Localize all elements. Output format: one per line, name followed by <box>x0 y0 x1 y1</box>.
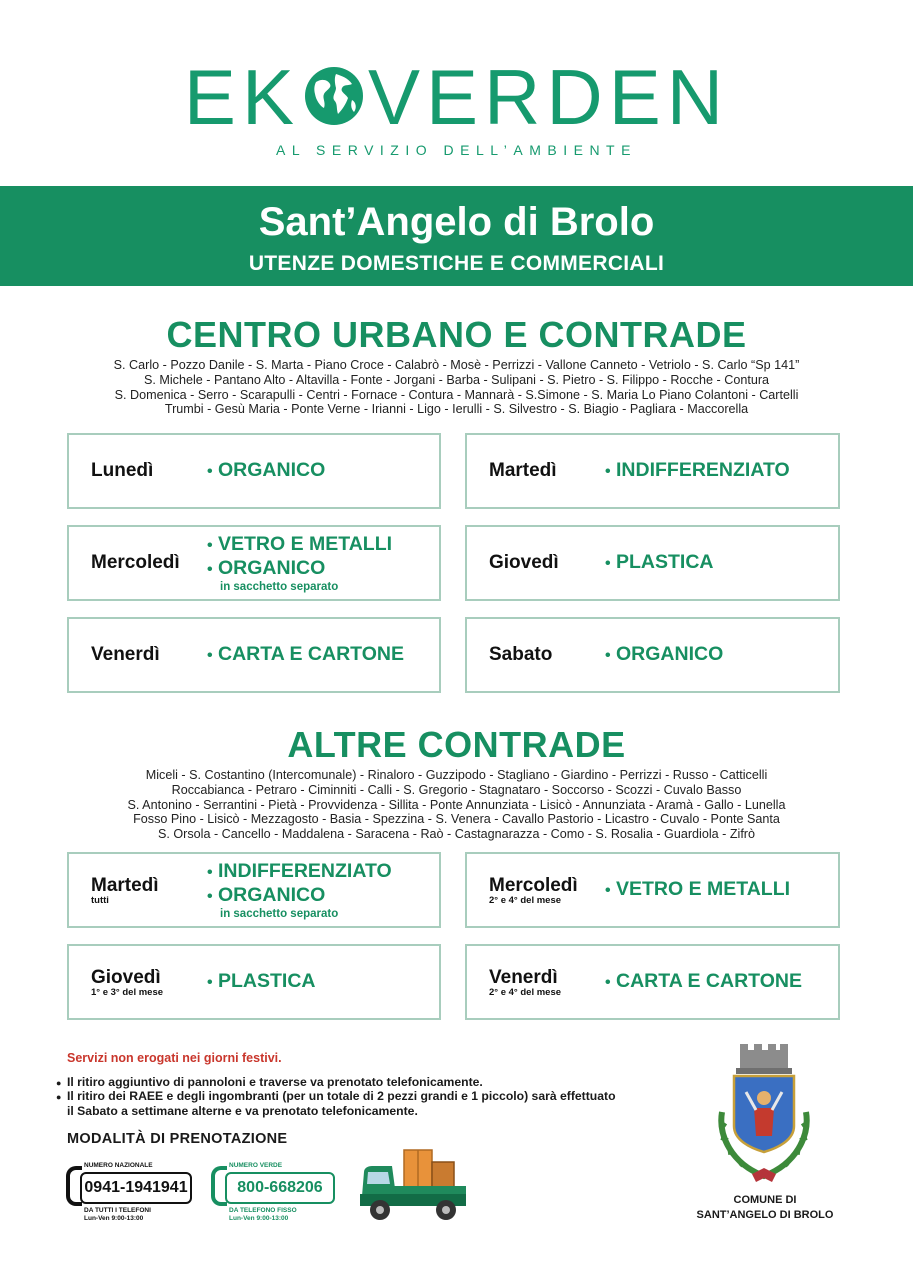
schedule-box-martedi <box>465 433 840 509</box>
waste-item: • ORGANICO <box>207 459 326 481</box>
booking-title: MODALITÀ DI PRENOTAZIONE <box>67 1131 288 1147</box>
waste-item: • PLASTICA <box>605 551 714 573</box>
logo-suffix: VERDEN <box>367 53 730 141</box>
waste-item: • INDIFFERENZIATO <box>207 860 392 882</box>
phone-toll-free <box>211 1160 341 1226</box>
waste-items <box>207 533 392 593</box>
schedule-box-altre-mercoledi <box>465 852 840 928</box>
waste-items <box>207 970 316 994</box>
waste-item: • PLASTICA <box>207 970 316 992</box>
phone-label: NUMERO NAZIONALE <box>84 1162 153 1169</box>
place-line: Roccabianca - Petraro - Ciminniti - Calli - S. Gregorio - Stagnataro - Soccorso - Scozzi - Cuvalo Basso <box>171 782 742 797</box>
truck-icon <box>358 1148 470 1224</box>
logo-prefix: EK <box>183 53 300 141</box>
schedule-box-sabato <box>465 617 840 693</box>
place-line: Miceli - S. Costantino (Intercomunale) - Rinaloro - Guzzipodo - Stagliano - Giardino - Perrizzi - Russo - Catticelli <box>145 768 768 782</box>
waste-items <box>207 860 392 920</box>
section-title-altre: ALTRE CONTRADE <box>287 724 626 765</box>
schedule-box-altre-martedi <box>67 852 441 928</box>
schedule-box-altre-venerdi <box>465 944 840 1020</box>
phone-number[interactable]: 0941-1941941 <box>80 1172 192 1204</box>
day-label: Sabato <box>489 644 553 665</box>
waste-items <box>605 643 723 667</box>
phone-national <box>66 1160 196 1226</box>
ekoverden-logo <box>0 53 913 158</box>
altre-places <box>40 768 873 842</box>
place-line: S. Michele - Pantano Alto - Altavilla - Fonte - Jorgani - Barba - Sulipani - S. Pietro - S. Filippo - Rocche - Contura <box>143 372 770 387</box>
phone-hours: Lun-Ven 9:00-13:00 <box>84 1215 144 1222</box>
phone-hours: Lun-Ven 9:00-13:00 <box>229 1215 289 1222</box>
globe-icon <box>302 64 366 128</box>
day-label: Mercoledì 2° e 4° del mese <box>489 874 578 906</box>
waste-note: in sacchetto separato <box>220 581 339 593</box>
place-line: S. Orsola - Cancello - Maddalena - Saracena - Raò - Castagnarazza - Como - S. Rosalia - Guardiola - Zifrò <box>157 827 756 842</box>
logo-tagline: AL SERVIZIO DELL’AMBIENTE <box>276 142 637 158</box>
schedule-box-altre-giovedi <box>67 944 441 1020</box>
day-label: Venerdì <box>91 644 160 665</box>
day-note: 1° e 3° del mese <box>91 986 164 998</box>
day-label: Mercoledì <box>91 552 180 573</box>
note-item: ● Il ritiro aggiuntivo di pannoloni e traverse va prenotato telefonicamente. <box>56 1075 616 1089</box>
centro-places <box>40 358 873 417</box>
phone-number[interactable]: 800-668206 <box>225 1172 335 1204</box>
logo-wordmark <box>0 53 913 141</box>
note-item: ● Il ritiro dei RAEE e degli ingombranti (per un totale di 2 pezzi grandi e 1 piccolo) sarà effettuato il Sabato a settimane alterne e va prenotato telefonicamente. <box>56 1089 616 1118</box>
town-title: Sant’Angelo di Brolo <box>258 200 655 244</box>
coat-of-arms-icon <box>708 1040 820 1188</box>
phone-label: NUMERO VERDE <box>229 1162 283 1169</box>
day-note: 2° e 4° del mese <box>489 894 562 906</box>
title-banner <box>0 186 913 286</box>
waste-items <box>207 459 325 483</box>
phone-from: DA TUTTI I TELEFONI <box>84 1207 151 1214</box>
waste-item: • VETRO E METALLI <box>605 878 791 900</box>
day-label: Lunedì <box>91 460 154 481</box>
waste-items <box>605 970 802 994</box>
day-label: Giovedì <box>489 552 559 573</box>
day-label: Venerdì 2° e 4° del mese <box>489 966 562 998</box>
place-line: S. Domenica - Serro - Scarapulli - Centri - Fornace - Contura - Mannarà - S.Simone - S. Maria Lo Piano Colantoni - Cartelli <box>114 387 799 402</box>
schedule-box-lunedi <box>67 433 441 509</box>
phone-from: DA TELEFONO FISSO <box>229 1207 297 1214</box>
notes-list <box>56 1075 616 1118</box>
waste-note: in sacchetto separato <box>220 908 339 920</box>
waste-item: • INDIFFERENZIATO <box>605 459 790 481</box>
place-line: Trumbi - Gesù Maria - Ponte Verne - Irianni - Ligo - Ierulli - S. Silvestro - S. Biagio - Pagliara - Maccorella <box>164 402 749 417</box>
day-label: Giovedì 1° e 3° del mese <box>91 966 164 998</box>
place-line: S. Antonino - Serrantini - Pietà - Provvidenza - Sillita - Ponte Annunziata - Lisicò - Annunziata - Aramà - Gallo - Lunella <box>127 797 786 812</box>
waste-item: • ORGANICO <box>207 557 326 579</box>
place-line: S. Carlo - Pozzo Danile - S. Marta - Piano Croce - Calabrò - Mosè - Perrizzi - Vallone Canneto - Vetriolo - S. Carlo “Sp 141” <box>113 358 800 372</box>
waste-items <box>605 459 790 483</box>
day-note: 2° e 4° del mese <box>489 986 562 998</box>
section-title-centro: CENTRO URBANO E CONTRADE <box>166 314 747 355</box>
holiday-notice: Servizi non erogati nei giorni festivi. <box>67 1051 282 1065</box>
waste-items <box>605 551 714 575</box>
day-label: Martedì tutti <box>91 874 159 906</box>
waste-item: • CARTA E CARTONE <box>207 643 404 665</box>
schedule-box-mercoledi <box>67 525 441 601</box>
waste-item: • ORGANICO <box>207 884 326 906</box>
schedule-box-venerdi <box>67 617 441 693</box>
schedule-box-giovedi <box>465 525 840 601</box>
day-label: Martedì <box>489 460 557 481</box>
waste-item: • ORGANICO <box>605 643 724 665</box>
waste-item: • CARTA E CARTONE <box>605 970 802 992</box>
waste-items <box>605 878 790 902</box>
waste-items <box>207 643 404 667</box>
comune-line: COMUNE DI <box>733 1194 797 1206</box>
day-note: tutti <box>91 894 109 906</box>
comune-line: SANT’ANGELO DI BROLO <box>696 1209 834 1221</box>
comune-label <box>670 1193 860 1223</box>
place-line: Fosso Pino - Lisicò - Mezzagosto - Basia - Spezzina - S. Venera - Cavallo Pastorio - Licastro - Cuvalo - Ponte Santa <box>133 812 780 827</box>
waste-item: • VETRO E METALLI <box>207 533 393 555</box>
banner-subtitle: UTENZE DOMESTICHE E COMMERCIALI <box>248 252 665 275</box>
